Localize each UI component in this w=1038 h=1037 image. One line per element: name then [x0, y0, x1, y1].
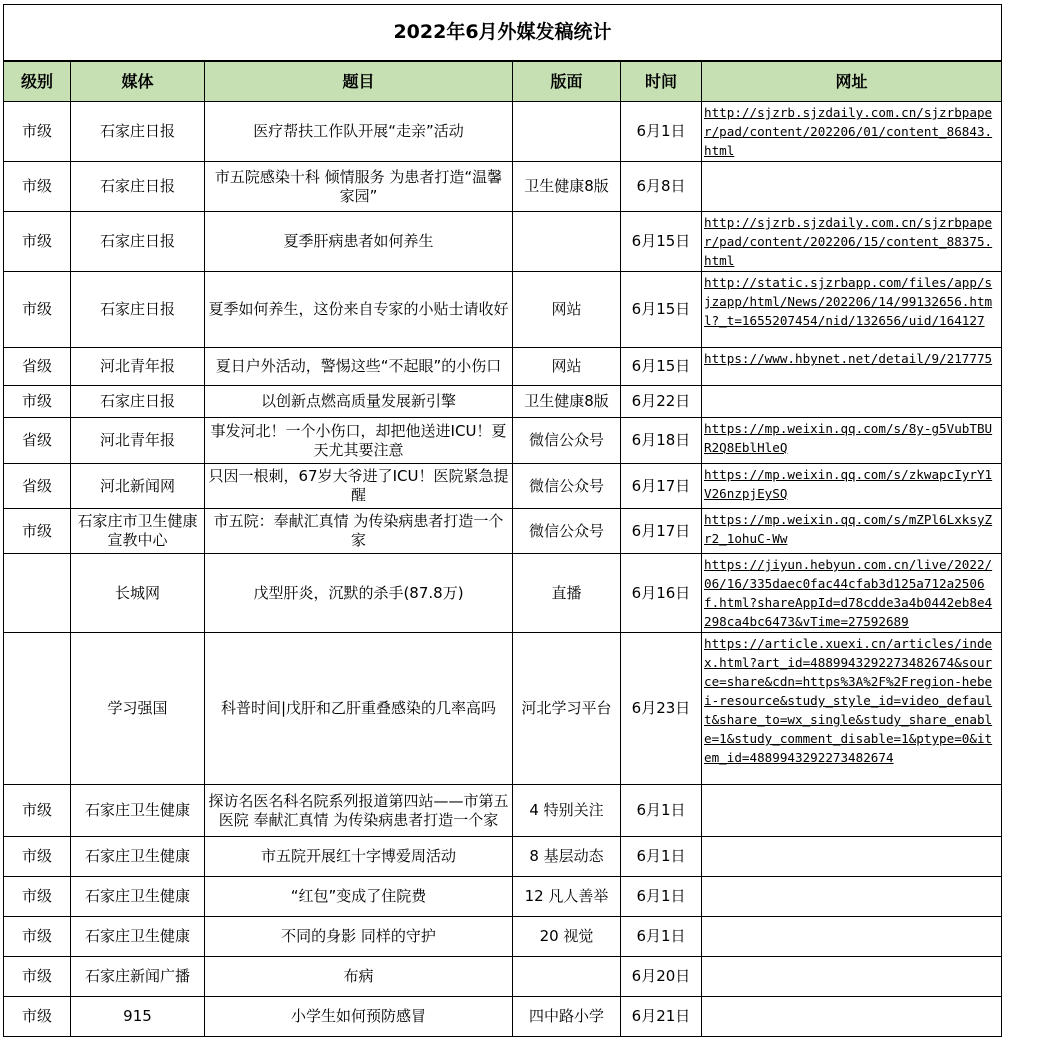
table-row [4, 212, 1002, 272]
page-cell[interactable]: 12 凡人善举 [513, 877, 621, 917]
page-cell[interactable]: 微信公众号 [513, 509, 621, 554]
title-cell[interactable]: 市五院感染十科 倾情服务 为患者打造“温馨家园” [205, 162, 513, 212]
title-cell[interactable]: 布病 [205, 957, 513, 997]
url-link[interactable]: https://jiyun.hebyun.com.cn/live/2022/06/16/335daec0fac44cfab3d125a712a2506f.html?shareAppId=d78cdde3a4b0442eb8e4298ca4bc6473&vTime=27592689 [704, 557, 993, 629]
date-cell[interactable]: 6月15日 [621, 272, 702, 348]
media-cell[interactable]: 学习强国 [71, 633, 205, 785]
table-row [4, 102, 1002, 162]
press-release-table [3, 4, 1002, 1037]
date-cell[interactable]: 6月21日 [621, 997, 702, 1037]
table-row [4, 785, 1002, 837]
level-cell[interactable]: 市级 [4, 509, 71, 554]
date-cell[interactable]: 6月22日 [621, 386, 702, 418]
level-cell[interactable]: 市级 [4, 386, 71, 418]
table-row [4, 877, 1002, 917]
url-cell[interactable] [702, 837, 1002, 877]
page-cell[interactable]: 20 视觉 [513, 917, 621, 957]
url-cell[interactable] [702, 464, 1002, 509]
media-cell[interactable]: 石家庄日报 [71, 272, 205, 348]
table-row [4, 348, 1002, 386]
title-cell[interactable]: 小学生如何预防感冒 [205, 997, 513, 1037]
level-cell[interactable] [4, 633, 71, 785]
table-row [4, 957, 1002, 997]
url-link[interactable]: http://sjzrb.sjzdaily.com.cn/sjzrbpaper/pad/content/202206/15/content_88375.html [704, 215, 993, 268]
url-link[interactable]: https://mp.weixin.qq.com/s/8y-g5VubTBUR2Q8EblHleQ [704, 421, 993, 455]
page-cell[interactable]: 8 基层动态 [513, 837, 621, 877]
date-cell[interactable]: 6月16日 [621, 554, 702, 633]
page-cell[interactable]: 微信公众号 [513, 418, 621, 464]
media-cell[interactable]: 河北新闻网 [71, 464, 205, 509]
level-cell[interactable]: 省级 [4, 348, 71, 386]
title-cell[interactable]: 市五院：奉献汇真情 为传染病患者打造一个家 [205, 509, 513, 554]
media-cell[interactable]: 石家庄新闻广播 [71, 957, 205, 997]
url-link[interactable]: http://sjzrb.sjzdaily.com.cn/sjzrbpaper/pad/content/202206/01/content_86843.html [704, 105, 993, 158]
sheet-title[interactable]: 2022年6月外媒发稿统计 [4, 5, 1002, 62]
date-cell[interactable]: 6月17日 [621, 464, 702, 509]
level-cell[interactable]: 市级 [4, 785, 71, 837]
media-cell[interactable]: 石家庄卫生健康 [71, 917, 205, 957]
url-cell[interactable] [702, 509, 1002, 554]
column-header-date[interactable]: 时间 [621, 61, 702, 102]
title-cell[interactable]: 事发河北！一个小伤口，却把他送进ICU！夏天尤其要注意 [205, 418, 513, 464]
level-cell[interactable]: 市级 [4, 162, 71, 212]
url-cell[interactable] [702, 633, 1002, 785]
media-cell[interactable]: 长城网 [71, 554, 205, 633]
page-cell[interactable]: 微信公众号 [513, 464, 621, 509]
page-cell[interactable]: 卫生健康8版 [513, 386, 621, 418]
page-cell[interactable]: 直播 [513, 554, 621, 633]
table-row [4, 464, 1002, 509]
url-cell[interactable] [702, 554, 1002, 633]
url-link[interactable]: https://article.xuexi.cn/articles/index.html?art_id=4889943292273482674&source=share&cdn=https%3A%2F%2Fregion-hebei-resource&study_style_id=video_default&share_to=wx_single&study_share_enable=1&study_comment_disable=1&ptype=0&item_id=4889943292273482674 [704, 636, 993, 765]
table-row [4, 418, 1002, 464]
title-cell[interactable]: 市五院开展红十字博爱周活动 [205, 837, 513, 877]
url-cell[interactable] [702, 162, 1002, 212]
level-cell[interactable]: 省级 [4, 464, 71, 509]
page-cell[interactable]: 网站 [513, 272, 621, 348]
date-cell[interactable]: 6月1日 [621, 877, 702, 917]
title-row [4, 5, 1002, 62]
page-cell[interactable] [513, 212, 621, 272]
date-cell[interactable]: 6月15日 [621, 212, 702, 272]
table-row [4, 162, 1002, 212]
date-cell[interactable]: 6月8日 [621, 162, 702, 212]
url-link[interactable]: https://www.hbynet.net/detail/9/217775 [704, 351, 993, 366]
level-cell[interactable]: 省级 [4, 418, 71, 464]
page-cell[interactable]: 4 特别关注 [513, 785, 621, 837]
url-cell[interactable] [702, 212, 1002, 272]
media-cell[interactable]: 河北青年报 [71, 418, 205, 464]
url-cell[interactable] [702, 386, 1002, 418]
level-cell[interactable]: 市级 [4, 917, 71, 957]
title-cell[interactable]: “红包”变成了住院费 [205, 877, 513, 917]
page-cell[interactable]: 网站 [513, 348, 621, 386]
title-cell[interactable]: 不同的身影 同样的守护 [205, 917, 513, 957]
title-cell[interactable]: 以创新点燃高质量发展新引擎 [205, 386, 513, 418]
url-cell[interactable] [702, 785, 1002, 837]
table-row [4, 917, 1002, 957]
spreadsheet [3, 4, 1002, 1037]
page-cell[interactable] [513, 957, 621, 997]
url-cell[interactable] [702, 102, 1002, 162]
title-cell[interactable]: 夏日户外活动，警惕这些“不起眼”的小伤口 [205, 348, 513, 386]
level-cell[interactable] [4, 554, 71, 633]
table-row [4, 633, 1002, 785]
media-cell[interactable]: 石家庄卫生健康 [71, 837, 205, 877]
media-cell[interactable]: 石家庄日报 [71, 386, 205, 418]
column-header-page[interactable]: 版面 [513, 61, 621, 102]
level-cell[interactable]: 市级 [4, 272, 71, 348]
table-row [4, 509, 1002, 554]
date-cell[interactable]: 6月1日 [621, 917, 702, 957]
date-cell[interactable]: 6月20日 [621, 957, 702, 997]
title-cell[interactable]: 戊型肝炎，沉默的杀手(87.8万) [205, 554, 513, 633]
url-link[interactable]: https://mp.weixin.qq.com/s/zkwapcIyrY1V26nzpjEySQ [704, 467, 993, 501]
page-cell[interactable]: 河北学习平台 [513, 633, 621, 785]
title-cell[interactable]: 只因一根刺，67岁大爷进了ICU！医院紧急提醒 [205, 464, 513, 509]
page-cell[interactable]: 卫生健康8版 [513, 162, 621, 212]
table-row [4, 837, 1002, 877]
media-cell[interactable]: 915 [71, 997, 205, 1037]
date-cell[interactable]: 6月18日 [621, 418, 702, 464]
level-cell[interactable]: 市级 [4, 837, 71, 877]
table-row [4, 997, 1002, 1037]
table-row [4, 386, 1002, 418]
title-cell[interactable]: 夏季如何养生，这份来自专家的小贴士请收好 [205, 272, 513, 348]
title-cell[interactable]: 探访名医名科名院系列报道第四站——市第五医院 奉献汇真情 为传染病患者打造一个家 [205, 785, 513, 837]
media-cell[interactable]: 石家庄日报 [71, 102, 205, 162]
url-cell[interactable] [702, 272, 1002, 348]
column-header-title[interactable]: 题目 [205, 61, 513, 102]
page-cell[interactable]: 四中路小学 [513, 997, 621, 1037]
table-row [4, 272, 1002, 348]
level-cell[interactable]: 市级 [4, 957, 71, 997]
url-cell[interactable] [702, 917, 1002, 957]
media-cell[interactable]: 河北青年报 [71, 348, 205, 386]
level-cell[interactable]: 市级 [4, 102, 71, 162]
date-cell[interactable]: 6月1日 [621, 837, 702, 877]
column-header-level[interactable]: 级别 [4, 61, 71, 102]
title-cell[interactable]: 夏季肝病患者如何养生 [205, 212, 513, 272]
level-cell[interactable]: 市级 [4, 997, 71, 1037]
url-cell[interactable] [702, 997, 1002, 1037]
column-header-url[interactable]: 网址 [702, 61, 1002, 102]
url-link[interactable]: http://static.sjzrbapp.com/files/app/sjzapp/html/News/202206/14/99132656.html?_t=1655207454/nid/132656/uid/164127 [704, 275, 993, 328]
page-cell[interactable] [513, 102, 621, 162]
date-cell[interactable]: 6月1日 [621, 102, 702, 162]
title-cell[interactable]: 科普时间|戊肝和乙肝重叠感染的几率高吗 [205, 633, 513, 785]
url-cell[interactable] [702, 877, 1002, 917]
table-row [4, 554, 1002, 633]
date-cell[interactable]: 6月17日 [621, 509, 702, 554]
url-cell[interactable] [702, 957, 1002, 997]
url-cell[interactable] [702, 418, 1002, 464]
level-cell[interactable]: 市级 [4, 212, 71, 272]
media-cell[interactable]: 石家庄日报 [71, 162, 205, 212]
url-cell[interactable] [702, 348, 1002, 386]
url-link[interactable]: https://mp.weixin.qq.com/s/mZPl6LxksyZr2_1ohuC-Ww [704, 512, 993, 546]
column-header-media[interactable]: 媒体 [71, 61, 205, 102]
date-cell[interactable]: 6月23日 [621, 633, 702, 785]
media-cell[interactable]: 石家庄卫生健康 [71, 785, 205, 837]
title-cell[interactable]: 医疗帮扶工作队开展“走亲”活动 [205, 102, 513, 162]
media-cell[interactable]: 石家庄卫生健康 [71, 877, 205, 917]
level-cell[interactable]: 市级 [4, 877, 71, 917]
media-cell[interactable]: 石家庄市卫生健康宣教中心 [71, 509, 205, 554]
date-cell[interactable]: 6月1日 [621, 785, 702, 837]
header-row [4, 61, 1002, 102]
date-cell[interactable]: 6月15日 [621, 348, 702, 386]
media-cell[interactable]: 石家庄日报 [71, 212, 205, 272]
